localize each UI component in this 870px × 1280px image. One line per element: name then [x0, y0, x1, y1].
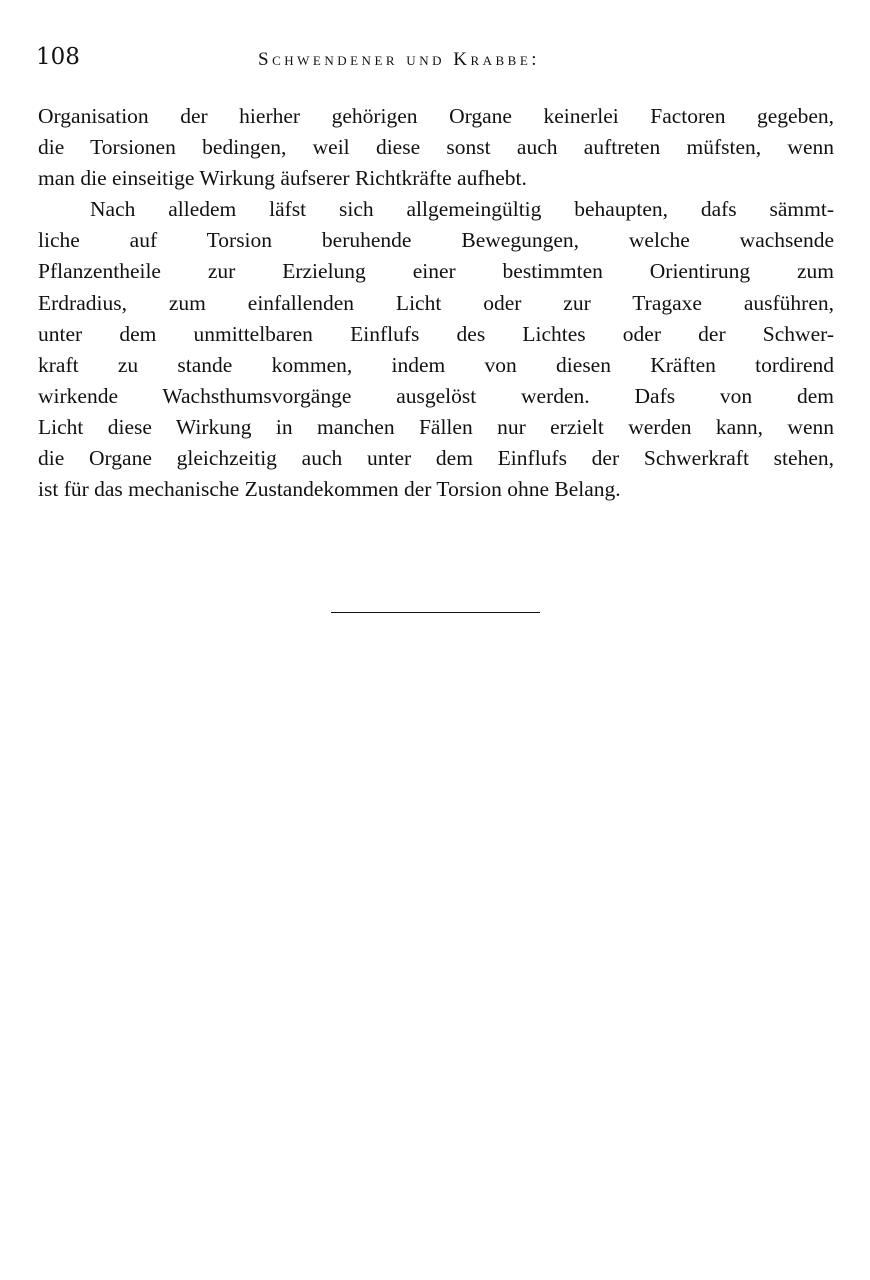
- text-line: Organisation der hierher gehörigen Organe keinerlei Factoren gegeben,: [38, 104, 834, 128]
- page-number: 108: [36, 44, 80, 70]
- text-line: Erdradius, zum einfallenden Licht oder zur Tragaxe ausführen,: [38, 290, 834, 315]
- body-text: [38, 101, 834, 505]
- text-line: unter dem unmittelbaren Einflufs des Lichtes oder der Schwer-: [38, 321, 834, 346]
- paragraph-2: [38, 194, 834, 505]
- text-line: man die einseitige Wirkung äufserer Richtkräfte aufhebt.: [38, 166, 527, 191]
- text-line: Licht diese Wirkung in manchen Fällen nur erzielt werden kann, wenn: [38, 414, 834, 439]
- section-end-rule: [331, 612, 540, 613]
- text-line: liche auf Torsion beruhende Bewegungen, welche wachsende: [38, 228, 834, 253]
- text-line: ist für das mechanische Zustandekommen der Torsion ohne Belang.: [38, 477, 621, 502]
- page-header: [36, 42, 836, 76]
- text-line: die Torsionen bedingen, weil diese sonst auch auftreten müfsten, wenn: [38, 135, 834, 160]
- text-line: die Organe gleichzeitig auch unter dem Einflufs der Schwerkraft stehen,: [38, 446, 834, 471]
- running-head: Schwendener und Krabbe:: [258, 49, 541, 70]
- text-line: Nach alledem läfst sich allgemeingültig behaupten, dafs sämmt-: [90, 197, 834, 222]
- text-line: wirkende Wachsthumsvorgänge ausgelöst werden. Dafs von dem: [38, 383, 834, 408]
- paragraph-1: [38, 101, 834, 194]
- text-line: Pflanzentheile zur Erzielung einer bestimmten Orientirung zum: [38, 259, 834, 284]
- text-line: kraft zu stande kommen, indem von diesen Kräften tordirend: [38, 352, 834, 377]
